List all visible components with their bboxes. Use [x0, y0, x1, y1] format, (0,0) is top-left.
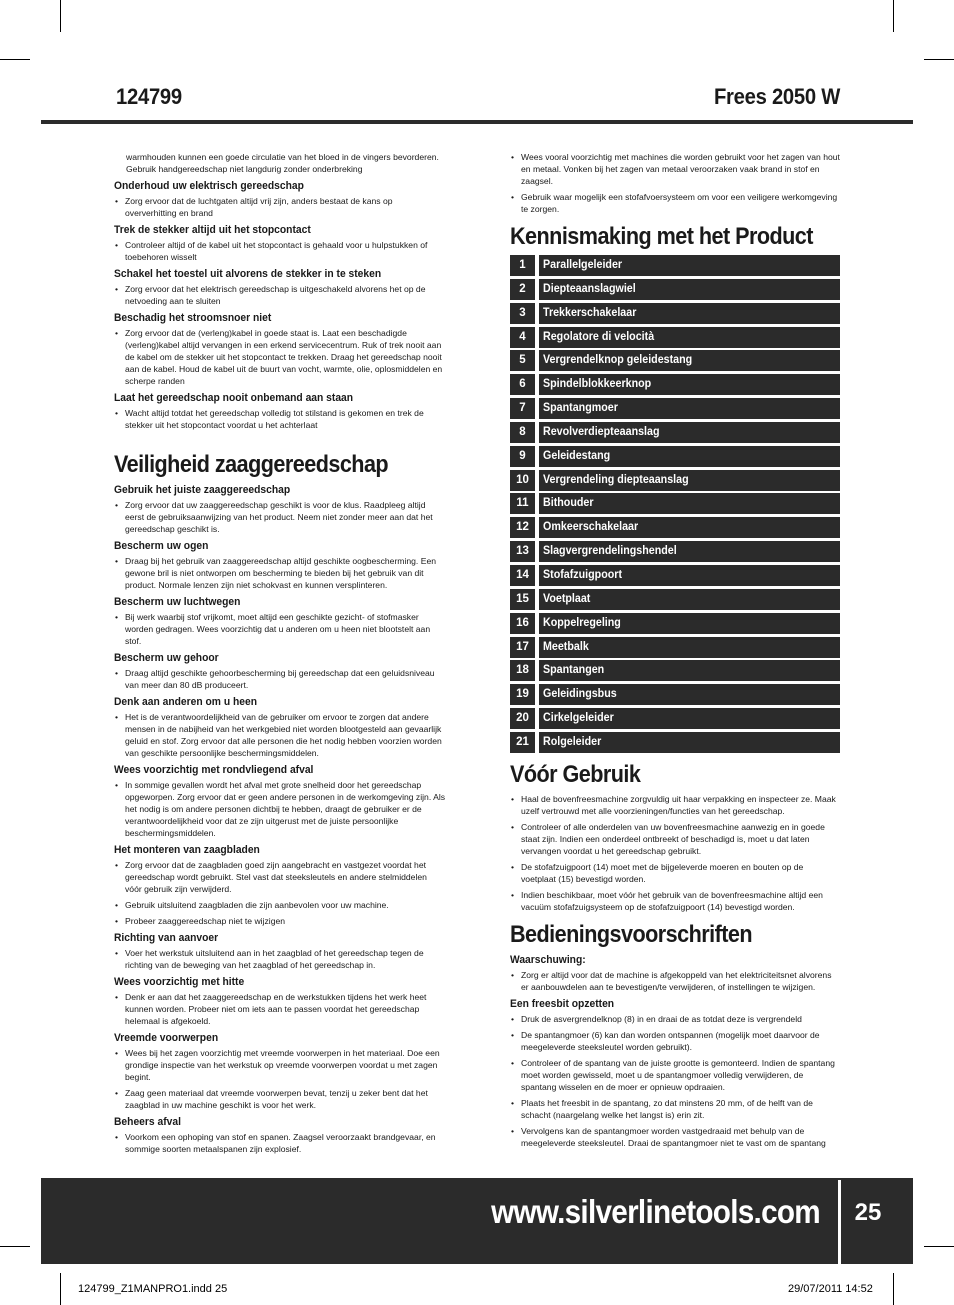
part-number: 13 — [510, 541, 535, 562]
part-row — [510, 350, 840, 371]
parts-list — [510, 255, 840, 753]
part-label: Parallelgeleider — [543, 259, 623, 271]
veiligheid-title: Veiligheid zaaggereedschap — [114, 451, 389, 478]
header-rule — [41, 120, 913, 124]
part-label: Vergrendelknop geleidestang — [543, 354, 693, 367]
bediening-title: Bedieningsvoorschriften — [510, 920, 753, 948]
intro-text: warmhouden kunnen een goede circulatie van het bloed in de vingers bevorderen. Gebruik handgereedschap niet langdurig zonder onderbreking — [126, 152, 439, 174]
bullet-item: • Gebruik uitsluitend zaagbladen die zijn aanbevolen voor uw machine. — [114, 899, 446, 911]
part-label-cell — [539, 470, 840, 491]
part-label: Revolverdiepteaanslag — [543, 425, 660, 438]
part-number: 10 — [510, 470, 535, 491]
part-label-cell — [539, 422, 840, 443]
bullet-item: • Zorg ervoor dat de (verleng)kabel in goede staat is. Laat een beschadigde (verleng)kabel altijd vervangen in een erkend servicecentrum. Ruk of trek nooit aan de kabel om de stekker uit het stopcontact te trekken. Draag het gereedschap nooit aan de kabel. Houd de kabel uit de buurt van vocht, warmte, olie, oplosmiddelen en scherpe randen — [114, 327, 446, 387]
part-row — [510, 708, 840, 729]
bullet-item: • Draag altijd geschikte gehoorbescherming bij gereedschap dat een geluidsniveau van meer dan 80 dB produceert. — [114, 667, 446, 691]
part-label-cell — [539, 613, 840, 634]
bullet-item: • Controleer altijd of de kabel uit het stopcontact is gehaald voor u hulpstukken of toebehoren wisselt — [114, 239, 446, 263]
bullet-item: • Haal de bovenfreesmachine zorgvuldig uit haar verpakking en inspecteer ze. Maak uzelf vertrouwd met alle voorzieningen/functies van het gereedschap. — [510, 793, 840, 817]
bullet-item: • Controleer of de spantang van de juiste grootte is gemonteerd. Indien de spantang moet worden gewisseld, moet u de spantangmoer volledig verwijderen, de spantang wisselen en de moer er opnieuw opdraaien. — [510, 1057, 840, 1093]
part-label-cell — [539, 660, 840, 681]
slug-date: 29/07/2011 14:52 — [788, 1283, 873, 1295]
part-label: Spantangmoer — [543, 402, 618, 415]
part-label: Geleidestang — [543, 449, 611, 462]
right-column — [510, 151, 840, 1153]
part-row — [510, 398, 840, 419]
part-label-cell — [539, 708, 840, 729]
part-label: Bithouder — [543, 497, 594, 510]
part-number: 18 — [510, 660, 535, 681]
part-number: 12 — [510, 517, 535, 538]
part-label: Vergrendeling diepteaanslag — [543, 473, 689, 486]
section-heading: Onderhoud uw elektrisch gereedschap — [114, 180, 304, 192]
crop-mark — [893, 1273, 894, 1305]
section-heading: Laat het gereedschap nooit onbemand aan staan — [114, 392, 354, 404]
part-number: 15 — [510, 589, 535, 610]
bullet-item: • Wees vooral voorzichtig met machines die worden gebruikt voor het zagen van hout en metaal. Vonken bij het zagen van metaal veroorzaken vaak brand in stof en zaagsel. — [510, 151, 840, 187]
part-label-cell — [539, 279, 840, 300]
part-number: 7 — [510, 398, 535, 419]
section-heading: Het monteren van zaagbladen — [114, 844, 260, 856]
part-label-cell — [539, 374, 840, 395]
product-code: 124799 — [116, 84, 182, 109]
part-label-cell — [539, 565, 840, 586]
part-number: 3 — [510, 303, 535, 324]
bullet-item: • Zorg ervoor dat de luchtgaten altijd vrij zijn, anders bestaat de kans op oververhitting en brand — [114, 195, 446, 219]
crop-mark — [0, 1246, 30, 1247]
part-row — [510, 732, 840, 753]
bullet-item: • Gebruik waar mogelijk een stofafvoersysteem om voor een veiligere werkomgeving te zorgen. — [510, 191, 840, 215]
bullet-item: • Zorg ervoor dat de zaagbladen goed zijn aangebracht en vastgezet voordat het gereedschap wordt gebruikt. Stel vast dat steeksleutels en andere stelmiddelen vóór gebruik zijn verwijderd. — [114, 859, 446, 895]
part-label: Diepteaanslagwiel — [543, 282, 636, 295]
crop-mark — [924, 59, 954, 60]
part-label-cell — [539, 517, 840, 538]
section-heading: Wees voorzichtig met rondvliegend afval — [114, 764, 314, 776]
bullet-item: • Vervolgens kan de spantangmoer worden vastgedraaid met behulp van de meegeleverde steeksleutel. Draai de spantangmoer niet te vast om de spantang — [510, 1125, 840, 1149]
bullet-item: • Indien beschikbaar, moet vóór het gebruik van de bovenfreesmachine altijd een vacuüm stofafzuigsysteem op de stofafzuigpoort (14) bevestigd worden. — [510, 889, 840, 913]
part-row — [510, 422, 840, 443]
part-number: 19 — [510, 684, 535, 705]
part-label-cell — [539, 732, 840, 753]
part-number: 17 — [510, 637, 535, 658]
part-label-cell — [539, 684, 840, 705]
part-row — [510, 374, 840, 395]
section-heading: Gebruik het juiste zaaggereedschap — [114, 484, 291, 496]
part-label: Cirkelgeleider — [543, 712, 614, 725]
part-row — [510, 303, 840, 324]
warning-heading: Waarschuwing: — [510, 953, 586, 966]
part-label-cell — [539, 541, 840, 562]
part-label-cell — [539, 303, 840, 324]
bullet-item: • Voorkom een ophoping van stof en spanen. Zaagsel veroorzaakt brandgevaar, en sommige soorten metaalspanen zijn explosief. — [114, 1131, 446, 1155]
part-row — [510, 327, 840, 348]
bullet-item: • Voer het werkstuk uitsluitend aan in het zaagblad of het gereedschap tegen de richting van de beweging van het zaagblad of het gereedschap in. — [114, 947, 446, 971]
bullet-item: • Wees bij het zagen voorzichtig met vreemde voorwerpen in het materiaal. Doe een grondige inspectie van het werkstuk op vreemde voorwerpen voordat u met zagen begint. — [114, 1047, 446, 1083]
part-row — [510, 255, 840, 276]
voor-gebruik-title: Vóór Gebruik — [510, 760, 641, 788]
part-number: 16 — [510, 613, 535, 634]
part-row — [510, 660, 840, 681]
part-row — [510, 493, 840, 514]
part-label-cell — [539, 493, 840, 514]
part-row — [510, 470, 840, 491]
section-heading: Beschadig het stroomsnoer niet — [114, 312, 272, 324]
part-number: 4 — [510, 327, 535, 348]
section-heading: Bescherm uw ogen — [114, 540, 209, 552]
footer-divider — [838, 1180, 841, 1264]
slug-filename: 124799_Z1MANPRO1.indd 25 — [78, 1283, 228, 1295]
section-heading: Een freesbit opzetten — [510, 997, 615, 1010]
part-label: Spantangen — [543, 664, 605, 677]
part-row — [510, 637, 840, 658]
bullet-item: • De spantangmoer (6) kan dan worden ontspannen (mogelijk moet daarvoor de meegeleverde steeksleutel worden gebruikt). — [510, 1029, 840, 1053]
bullet-item: • Zorg er altijd voor dat de machine is afgekoppeld van het elektriciteitsnet alvorens er aanbouwdelen aan te bevestigen/te verwijderen, of instellingen te wijzigen. — [510, 969, 840, 993]
part-number: 6 — [510, 374, 535, 395]
section-heading: Bescherm uw gehoor — [114, 652, 219, 664]
part-label-cell — [539, 327, 840, 348]
bullet-item: • Plaats het freesbit in de spantang, zo dat minstens 20 mm, of de helft van de schacht (naargelang welke het langst is) erin zit. — [510, 1097, 840, 1121]
section-heading: Denk aan anderen om u heen — [114, 696, 258, 708]
crop-mark — [60, 0, 61, 32]
bullet-item: • Het is de verantwoordelijkheid van de gebruiker om ervoor te zorgen dat andere mensen in de nabijheid van het werkgebied niet worden blootgesteld aan gevaarlijk geluid en stof. Zorg ervoor dat alle personen die het nodig hebben voorzien worden van geschikte persoonlijke beschermingsmiddelen. — [114, 711, 446, 759]
section-heading: Beheers afval — [114, 1116, 181, 1128]
part-number: 21 — [510, 732, 535, 753]
part-number: 9 — [510, 446, 535, 467]
part-label: Koppelregeling — [543, 616, 621, 629]
section-heading: Richting van aanvoer — [114, 932, 219, 944]
part-label-cell — [539, 589, 840, 610]
bullet-item: • Bij werk waarbij stof vrijkomt, moet altijd een geschikte gezicht- of stofmasker worden gedragen. Wees voorzichtig dat u anderen om u heen niet blootstelt aan stof. — [114, 611, 446, 647]
section-heading: Vreemde voorwerpen — [114, 1032, 219, 1044]
part-label-cell — [539, 446, 840, 467]
part-label: Stofafzuigpoort — [543, 568, 623, 581]
part-row — [510, 589, 840, 610]
product-name: Frees 2050 W — [713, 84, 840, 109]
bullet-item: • In sommige gevallen wordt het afval met grote snelheid door het gereedschap opgeworpen. Zorg ervoor dat er geen andere personen in de werkomgeving zijn. Als het nodig is om andere personen dichtbij te hebben, draagt de gebruiker er de verantwoordelijkheid voor dat ze zijn uitgerust met de juiste persoonlijke beschermingsmiddelen. — [114, 779, 446, 839]
part-row — [510, 446, 840, 467]
part-label: Trekkerschakelaar — [543, 306, 637, 319]
part-number: 8 — [510, 422, 535, 443]
bullet-item: • Controleer of alle onderdelen van uw bovenfreesmachine aanwezig en in goede staat zijn. Indien een onderdeel ontbreekt of beschadigd is, moet u dat laten vervangen voordat u het gereedschap gebruikt. — [510, 821, 840, 857]
crop-mark — [60, 1273, 61, 1305]
section-heading: Schakel het toestel uit alvorens de stekker in te steken — [114, 268, 382, 280]
part-label: Regolatore di velocità — [543, 330, 655, 343]
part-number: 1 — [510, 255, 535, 276]
bullet-item: • Draag bij het gebruik van zaaggereedschap altijd geschikte oogbescherming. Een gewone bril is niet ontworpen om bescherming te bieden bij het gebruik van dit product. Normale lenzen zijn niet schokvast en kunnen versplinteren. — [114, 555, 446, 591]
section-heading: Trek de stekker altijd uit het stopcontact — [114, 224, 311, 236]
part-row — [510, 684, 840, 705]
part-label-cell — [539, 350, 840, 371]
part-row — [510, 613, 840, 634]
part-label: Omkeerschakelaar — [543, 521, 639, 534]
part-label-cell — [539, 398, 840, 419]
part-label: Slagvergrendelingshendel — [543, 545, 677, 558]
part-row — [510, 279, 840, 300]
crop-mark — [924, 1246, 954, 1247]
part-label: Voetplaat — [543, 592, 591, 605]
part-row — [510, 541, 840, 562]
section-heading: Bescherm uw luchtwegen — [114, 596, 241, 608]
part-label: Spindelblokkeerknop — [543, 378, 652, 391]
part-label: Rolgeleider — [543, 735, 602, 748]
part-label: Geleidingsbus — [543, 688, 617, 701]
part-label: Meetbalk — [543, 640, 589, 653]
part-number: 5 — [510, 350, 535, 371]
bullet-item: • Wacht altijd totdat het gereedschap volledig tot stilstand is gekomen en trek de stekker uit het stopcontact voordat u het achterlaat — [114, 407, 446, 431]
bullet-item: • Zorg ervoor dat het elektrisch gereedschap is uitgeschakeld alvorens het op de netvoeding aan te sluiten — [114, 283, 446, 307]
website-url: www.silverlinetools.com — [491, 1193, 820, 1230]
part-row — [510, 517, 840, 538]
crop-mark — [893, 0, 894, 32]
bullet-item: • Druk de asvergrendelknop (8) in en draai de as totdat deze is vergrendeld — [510, 1013, 840, 1025]
kennismaking-title: Kennismaking met het Product — [510, 223, 813, 250]
bullet-item: • De stofafzuigpoort (14) moet met de bijgeleverde moeren en bouten op de voetplaat (15) bevestigd worden. — [510, 861, 840, 885]
bullet-item: • Zaag geen materiaal dat vreemde voorwerpen bevat, tenzij u zeker bent dat het zaagblad in uw machine geschikt is voor het werk. — [114, 1087, 446, 1111]
page-number: 25 — [854, 1199, 882, 1226]
section-heading: Wees voorzichtig met hitte — [114, 976, 245, 988]
part-label-cell — [539, 637, 840, 658]
part-number: 2 — [510, 279, 535, 300]
part-number: 11 — [510, 493, 535, 514]
part-number: 20 — [510, 708, 535, 729]
left-column — [114, 151, 446, 1159]
part-number: 14 — [510, 565, 535, 586]
bullet-item: • Denk er aan dat het zaaggereedschap en de werkstukken tijdens het werk heet kunnen worden. Probeer niet om iets aan te passen voordat het gereedschap helemaal is afgekoeld. — [114, 991, 446, 1027]
bullet-item: • Probeer zaaggereedschap niet te wijzigen — [114, 915, 446, 927]
part-label-cell — [539, 255, 840, 276]
crop-mark — [0, 59, 30, 60]
bullet-item: • Zorg ervoor dat uw zaaggereedschap geschikt is voor de klus. Raadpleeg altijd eerst de gebruiksaanwijzing van het product. Neem niet zonder meer aan dat het gereedschap geschikt is. — [114, 499, 446, 535]
part-row — [510, 565, 840, 586]
